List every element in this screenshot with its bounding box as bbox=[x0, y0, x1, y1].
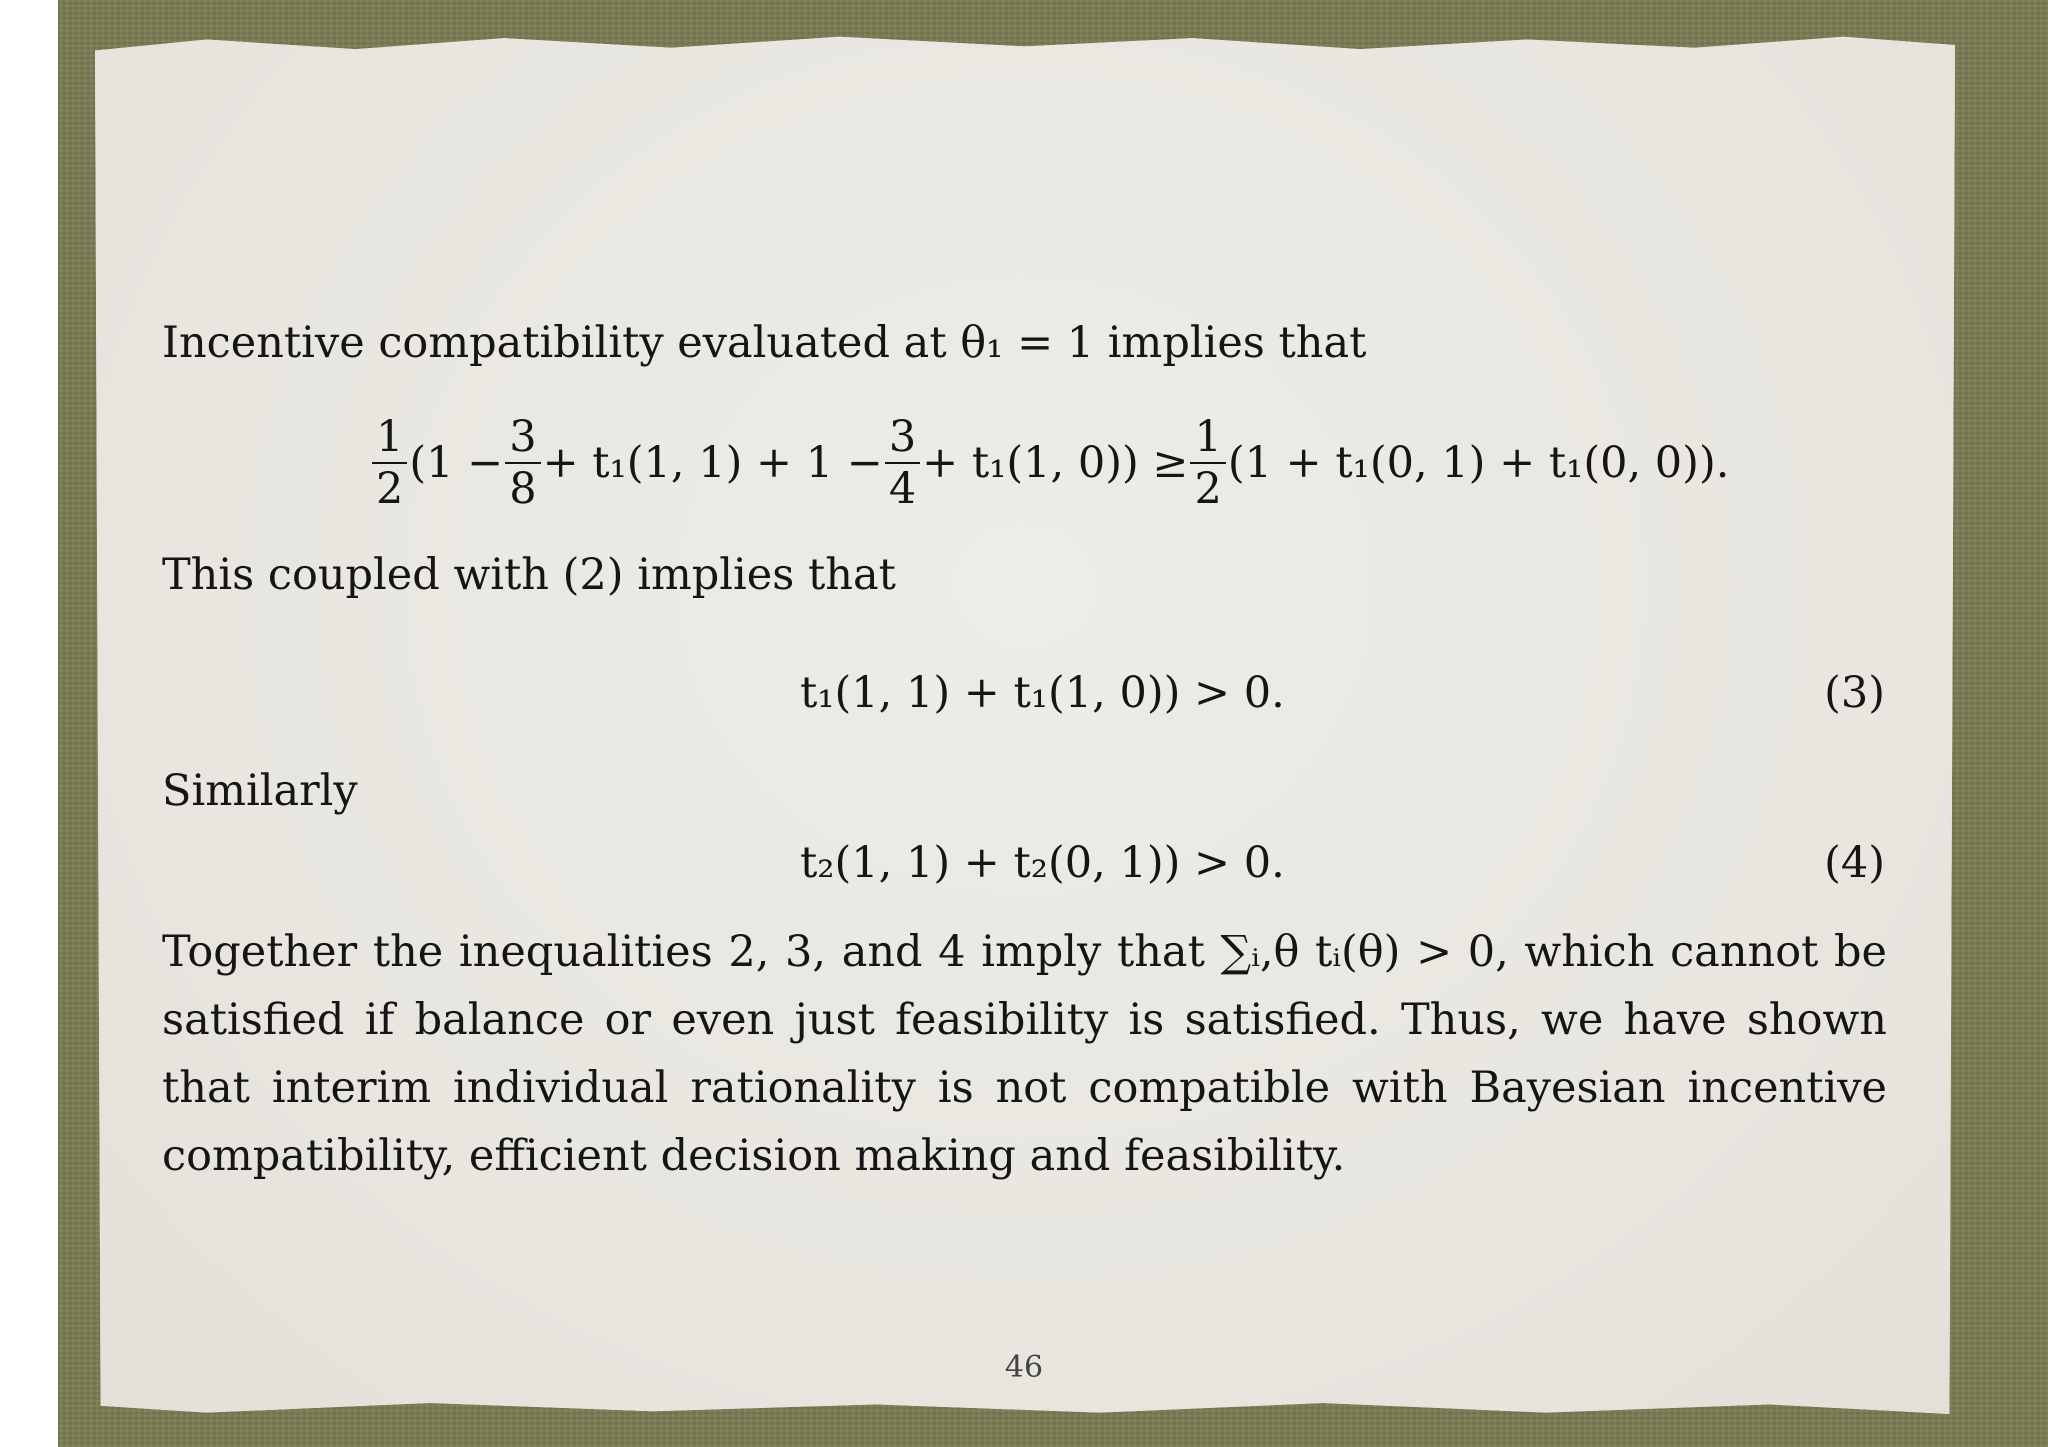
equation-4-number: (4) bbox=[1824, 838, 1885, 888]
fraction-three-quarters: $\frac{3}{4}$ bbox=[885, 412, 920, 514]
fraction-three-eighths: $\frac{3}{8}$ bbox=[505, 412, 540, 514]
similarly-line: Similarly bbox=[162, 766, 358, 816]
slide-paper bbox=[95, 34, 1955, 1414]
equation-3-number: (3) bbox=[1824, 668, 1885, 718]
equation-4: t₂(1, 1) + t₂(0, 1)) > 0. bbox=[800, 838, 1285, 888]
conclusion-paragraph: Together the inequalities 2, 3, and 4 imply that ∑ᵢ,θ tᵢ(θ) > 0, which cannot be satisfied if balance or even just feasibility is satisfied. Thus, we have shown that interim individual rationality is not compatible with Bayesian incentive compatibility, efficient decision making and feasibility. bbox=[162, 927, 1887, 1181]
left-margin-strip bbox=[0, 0, 58, 1447]
inequality-part-2: + t₁(1, 1) + 1 − bbox=[542, 437, 883, 488]
inequality-part-3: + t₁(1, 0)) ≥ bbox=[922, 437, 1189, 488]
page-number: 46 bbox=[1004, 1350, 1044, 1385]
big-inequality bbox=[370, 408, 1729, 518]
intro-line: Incentive compatibility evaluated at θ₁ = 1 implies that bbox=[162, 318, 1367, 368]
fraction-one-half-b: $\frac{1}{2}$ bbox=[1190, 412, 1225, 514]
coupled-line: This coupled with (2) implies that bbox=[162, 550, 896, 600]
inequality-part-4: (1 + t₁(0, 1) + t₁(0, 0)). bbox=[1227, 437, 1730, 488]
fraction-one-half-a: $\frac{1}{2}$ bbox=[372, 412, 407, 514]
inequality-part-1: (1 − bbox=[409, 437, 504, 488]
equation-3: t₁(1, 1) + t₁(1, 0)) > 0. bbox=[800, 668, 1285, 718]
